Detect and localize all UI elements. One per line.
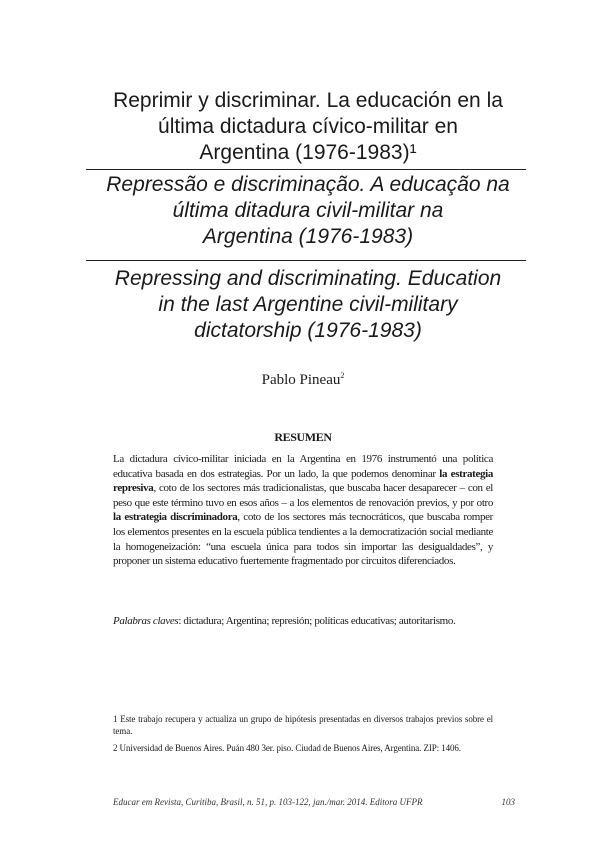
title-line: última dictadura cívico-militar en [158,115,458,138]
author-footnote-ref: 2 [340,371,345,380]
title-line: dictatorship (1976-1983) [194,319,422,342]
abstract-emphasis: la estrategia represiva [113,467,493,495]
keywords-label: Palabras claves [113,615,179,627]
footnote-1: 1 Este trabajo recupera y actualiza un grupo de hipótesis presentadas en diversos trabajos previos sobre el tema. [113,714,493,736]
abstract-text: , coto de los sectores más tradicionalistas, que buscaba hacer desaparecer – con el peso que este término tuvo en esos años – a los elementos de renovación previos, y por otro [113,482,493,509]
title-line: Argentina (1976-1983)¹ [199,141,417,164]
author [0,372,606,389]
author-name: Pablo Pineau [261,372,341,388]
keywords [113,614,493,629]
journal-citation: Educar em Revista, Curitiba, Brasil, n. 51, p. 103-122, jan./mar. 2014. Editora UFPR [113,797,423,807]
title-spanish [90,88,526,166]
title-line: última ditadura civil-militar na [172,199,444,222]
title-line: Repressão e discriminação. A educação na [106,173,510,196]
title-english [90,266,526,344]
abstract-heading: RESUMEN [274,430,332,444]
title-line: Repressing and discriminating. Education [114,267,502,290]
abstract-emphasis: la estrategia discriminadora [113,511,238,524]
page-number: 103 [501,797,515,807]
abstract-body [113,452,493,569]
abstract-text: La dictadura cívico-militar iniciada en la Argentina en 1976 instrumentó una política educativa basada en dos estrategias. Por un lado, la que podemos denominar [113,453,493,480]
title-divider [86,260,526,261]
title-portuguese [90,172,526,250]
title-line: in the last Argentine civil-military [158,293,458,316]
title-line: Reprimir y discriminar. La educación en la [113,89,503,112]
keywords-text: : dictadura; Argentina; represión; políticas educativas; autoritarismo. [178,615,456,627]
abstract-text: , coto de los sectores más tecnocráticos, que buscaba romper los elementos presentes en la escuela pública tendientes a la democratización social mediante la homogeneización: “una escuela única para todos sin importar las desigualdades”, y proponer un sistema educativo fuertemente fragmentado por circuitos diferenciados. [113,511,493,568]
title-divider [86,169,526,170]
title-line: Argentina (1976-1983) [202,225,414,248]
footnote-2: 2 Universidad de Buenos Aires. Puán 480 3er. piso. Ciudad de Buenos Aires, Argentina. ZIP: 1406. [113,743,461,753]
